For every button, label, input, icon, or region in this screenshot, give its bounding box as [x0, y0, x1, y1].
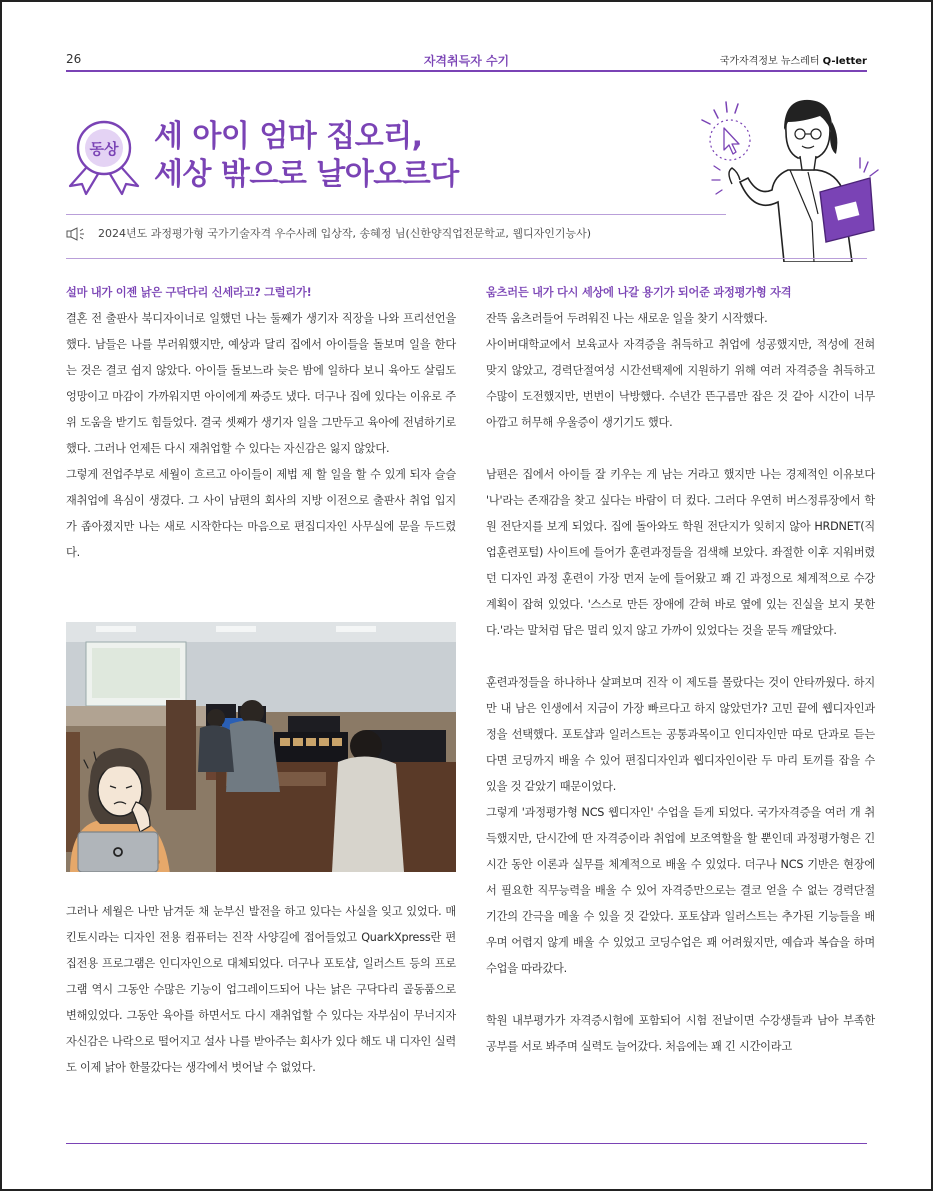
section-title: 자격취득자 수기: [423, 54, 510, 68]
title-line-2: 세상 밖으로 날아오르다: [154, 157, 459, 192]
newsletter-brand: [720, 52, 867, 67]
subtitle-bottom-divider: [66, 258, 867, 259]
worried-woman-laptop-illustration: [66, 730, 180, 872]
laptop-icon: [78, 832, 158, 872]
article-title: [154, 118, 459, 194]
left-paragraph-1: 결혼 전 출판사 북디자이너로 일했던 나는 둘째가 생기자 직장을 나와 프리선언을 했다. 남들은 나를 부러워했지만, 예상과 달리 집에서 아이들을 돌보며 일을 한다는 것은 결코 쉽지 않았다. 아이들 돌보느라 늦은 밤에 일하다 보니 육아도 살림도 엉망이고 마감이 가까워지면 아이에게 짜증도 냈다. 더구나 집에 있다는 이유로 주위 도움을 받기도 힘들었다. 결국 셋째가 생기자 일을 그만두고 육아에 전념하기로 했다. 그러나 언제든 다시 재취업할 수 있다는 자신감은 잃지 않았다.: [66, 312, 456, 455]
title-line-1: 세 아이 엄마 집오리,: [154, 119, 423, 154]
right-paragraph-4: 훈련과정들을 하나하나 살펴보며 진작 이 제도를 몰랐다는 것이 안타까웠다. 하지만 내 남은 인생에서 지금이 가장 빠르다고 하지 않았던가? 고민 끝에 웹디자인과정을 선택했다. 포토샵과 일러스트는 공통과목이고 인디자인만 따로 단과로 듣는다면 코딩까지 배울 수 있어 편집디자인과 웹디자인이란 두 마리 토끼를 잡을 수 있을 것 같았기 때문이었다.: [486, 676, 875, 793]
left-column-upper: [66, 280, 456, 566]
right-section-heading: 움츠러든 내가 다시 세상에 나갈 용기가 되어준 과정평가형 자격: [486, 286, 792, 299]
header-divider: [66, 70, 867, 72]
right-column: [486, 280, 875, 1060]
page-header: [66, 50, 867, 70]
right-paragraph-2: 사이버대학교에서 보육교사 자격증을 취득하고 취업에 성공했지만, 적성에 전혀 맞지 않았고, 경력단절여성 시간선택제에 지원하기 위해 여러 자격증을 취득하고 수많이 도전했지만, 번번이 낙방했다. 수년간 뜬구름만 잡은 것 같아 시간이 너무 아깝고 허무해 우울증이 생기기도 했다.: [486, 338, 875, 429]
right-paragraph-5: 그렇게 '과정평가형 NCS 웹디자인' 수업을 듣게 되었다. 국가자격증을 여러 개 취득했지만, 단시간에 딴 자격증이라 취업에 보조역할을 할 뿐인데 과정평가형은 긴 시간 동안 이론과 실무를 체계적으로 배울 수 있었다. 더구나 NCS 기반은 현장에서 필요한 직무능력을 배울 수 있어 자격증만으로는 결코 얻을 수 없는 경력단절 기간의 간극을 메울 수 있을 것 같았다. 포토샵과 일러스트는 추가된 기능들을 배우며 어렵지 않게 배울 수 있었고 코딩수업은 꽤 어려웠지만, 예습과 복습을 하며 수업을 따라갔다.: [486, 806, 875, 975]
page-number: 26: [66, 52, 82, 66]
right-paragraph-6: 학원 내부평가가 자격증시험에 포함되어 시험 전날이면 수강생들과 남아 부족한 공부를 서로 봐주며 실력도 늘어갔다. 처음에는 꽤 긴 시간이라고: [486, 1014, 875, 1053]
award-ribbon-icon: [64, 116, 144, 196]
right-paragraph-3: 남편은 집에서 아이들 잘 키우는 게 남는 거라고 했지만 나는 경제적인 이유보다 '나'라는 존재감을 찾고 싶다는 바람이 더 컸다. 그러다 우연히 버스정류장에서 학원 전단지를 보게 되었다. 집에 돌아와도 학원 전단지가 잊히지 않아 HRDNET(직업훈련포털) 사이트에 들어가 훈련과정들을 검색해 보았다. 좌절한 이후 지워버렸던 디자인 과정 훈련이 가장 먼저 눈에 들어왔고 꽤 긴 과정으로 체계적으로 수강 계획이 잡혀 있었다. '스스로 만든 장애에 갇혀 바로 옆에 있는 진실을 보지 못한다.'라는 말처럼 답은 멀리 있지 않고 가까이 있었다는 것을 문득 깨달았다.: [486, 468, 875, 637]
paragraph-gap: [486, 436, 875, 462]
brand-prefix: 국가자격정보 뉴스레터: [719, 56, 823, 67]
paragraph-gap: [486, 644, 875, 670]
left-paragraph-2: 그렇게 전업주부로 세월이 흐르고 아이들이 제법 제 할 일을 할 수 있게 되자 슬슬 재취업에 욕심이 생겼다. 그 사이 남편의 회사의 지방 이전으로 출판사 취업 입지가 좁아졌지만 나는 새로 시작한다는 마음으로 편집디자인 사무실에 문을 두드렸다.: [66, 468, 456, 559]
brand-name: Q-letter: [822, 56, 867, 67]
classroom-photo: [66, 622, 456, 872]
paragraph-gap: [486, 982, 875, 1008]
left-column-lower: [66, 899, 456, 1081]
footer-divider: [66, 1143, 867, 1144]
left-section-heading: 설마 내가 이젠 낡은 구닥다리 신세라고? 그럴리가!: [66, 286, 312, 299]
left-paragraph-3: 그러나 세월은 나만 남겨둔 채 눈부신 발전을 하고 있다는 사실을 잊고 있었다. 매킨토시라는 디자인 전용 컴퓨터는 진작 사양길에 접어들었고 QuarkXpress란 편집전용 프로그램은 인디자인으로 대체되었다. 더구나 포토샵, 일러스트 등의 프로그램 역시 그동안 수많은 기능이 업그레이드되어 나는 낡은 구닥다리 골동품으로 변해있었다. 그동안 육아를 하면서도 다시 재취업할 수 있다는 자부심이 무너지자 자신감은 나락으로 떨어지고 설사 나를 받아주는 회사가 있다 해도 내 디자인 실력도 이제 낡아 한물갔다는 생각에서 벗어날 수 없었다.: [66, 905, 456, 1074]
badge-label: 동상: [89, 140, 119, 158]
speaker-icon: [66, 227, 88, 241]
award-badge: [64, 116, 144, 196]
subtitle-text: 2024년도 과정평가형 국가기술자격 우수사례 입상작, 송혜정 님(신한양직업전문학교, 웹디자인기능사): [98, 227, 592, 240]
subtitle-top-divider: [66, 214, 726, 215]
mouse-cursor-icon: [724, 128, 739, 154]
teacher-with-book-illustration: [692, 92, 882, 262]
right-paragraph-1: 잔뜩 움츠러들어 두려워진 나는 새로운 일을 찾기 시작했다.: [486, 312, 768, 325]
article-subtitle: [66, 225, 591, 241]
